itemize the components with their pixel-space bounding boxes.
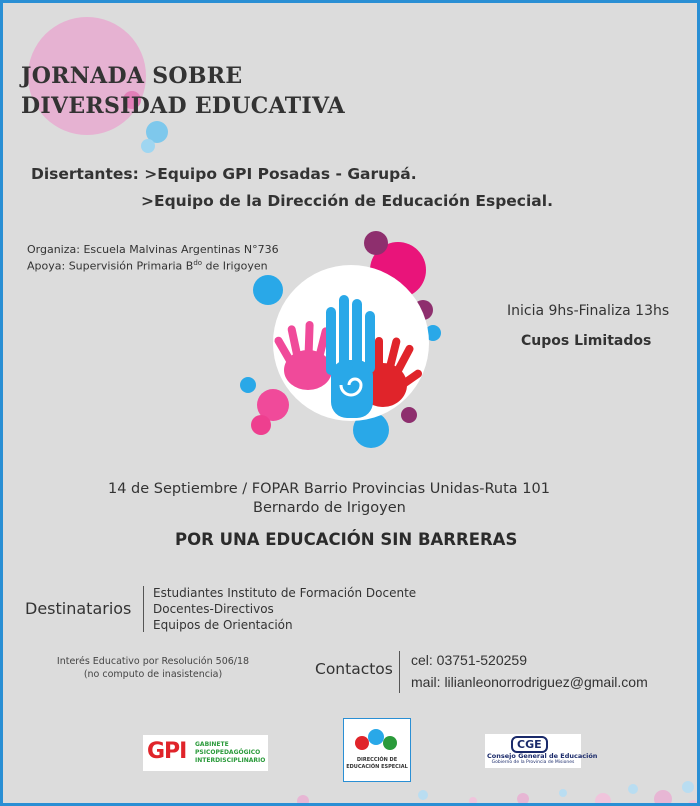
gpi-logo-text bbox=[195, 741, 265, 765]
event-slogan: POR UNA EDUCACIÓN SIN BARRERAS bbox=[175, 530, 518, 549]
support-sup: do bbox=[193, 259, 203, 267]
special-education-line: EDUCACIÓN ESPECIAL bbox=[346, 764, 408, 770]
gpi-line: INTERDISCIPLINARIO bbox=[195, 757, 266, 764]
speakers-label: Disertantes: bbox=[31, 165, 139, 183]
title-line-1: JORNADA SOBRE bbox=[21, 63, 243, 89]
pink-bubble bbox=[251, 415, 271, 435]
interest-line-1: Interés Educativo por Resolución 506/18 bbox=[56, 656, 250, 667]
event-date-place: 14 de Septiembre / FOPAR Barrio Provincias Unidas-Ruta 101 bbox=[108, 481, 550, 497]
blue-bubble bbox=[253, 275, 283, 305]
blue-dot-decoration bbox=[141, 139, 155, 153]
cge-logo-line-1: Consejo General de Educación bbox=[487, 752, 598, 760]
support-text bbox=[27, 259, 268, 273]
contacts-label: Contactos bbox=[315, 660, 393, 678]
blue-bubble bbox=[240, 377, 256, 393]
special-education-logo bbox=[343, 718, 411, 782]
audience-label: Destinatarios bbox=[25, 599, 132, 618]
gpi-line: GABINETE bbox=[195, 741, 229, 748]
gpi-logo bbox=[143, 735, 268, 771]
contact-phone[interactable]: cel: 03751-520259 bbox=[411, 652, 527, 668]
hands-graphic bbox=[233, 225, 453, 465]
contact-email[interactable]: mail: lilianleonorrodriguez@gmail.com bbox=[411, 674, 648, 690]
title-line-2: DIVERSIDAD EDUCATIVA bbox=[21, 93, 346, 119]
speaker-item: >Equipo de la Dirección de Educación Especial. bbox=[141, 192, 553, 210]
gpi-logo-mark: GPI bbox=[147, 739, 187, 764]
cge-logo-line-2: Gobierno de la Provincia de Misiones bbox=[491, 760, 575, 765]
purple-bubble bbox=[401, 407, 417, 423]
schedule-time: Inicia 9hs-Finaliza 13hs bbox=[507, 303, 670, 319]
speakers-line-1 bbox=[31, 165, 417, 183]
organizer-text: Organiza: Escuela Malvinas Argentinas N°736 bbox=[27, 243, 279, 256]
cge-logo-mark: CGE bbox=[511, 736, 548, 753]
limited-seats: Cupos Limitados bbox=[521, 333, 652, 349]
contacts-divider bbox=[399, 651, 400, 693]
audience-item: Equipos de Orientación bbox=[153, 618, 293, 632]
page-title bbox=[21, 61, 345, 121]
support-suffix: de Irigoyen bbox=[202, 259, 268, 273]
event-city: Bernardo de Irigoyen bbox=[253, 500, 406, 516]
gpi-line: PSICOPEDAGÓGICO bbox=[195, 749, 261, 756]
special-education-logo-graphic bbox=[350, 725, 404, 755]
cge-logo bbox=[485, 734, 598, 768]
audience-divider bbox=[143, 586, 144, 632]
audience-item: Estudiantes Instituto de Formación Docente bbox=[153, 586, 417, 600]
audience-item: Docentes-Directivos bbox=[153, 602, 274, 616]
special-education-line: DIRECCIÓN DE bbox=[356, 757, 398, 763]
special-education-logo-text bbox=[346, 757, 408, 771]
purple-bubble bbox=[364, 231, 388, 255]
bottom-dots-decoration bbox=[3, 775, 700, 806]
interest-line-2: (no computo de inasistencia) bbox=[83, 669, 223, 680]
speaker-item: >Equipo GPI Posadas - Garupá. bbox=[144, 165, 417, 183]
support-prefix: Apoya: Supervisión Primaria B bbox=[27, 259, 194, 273]
